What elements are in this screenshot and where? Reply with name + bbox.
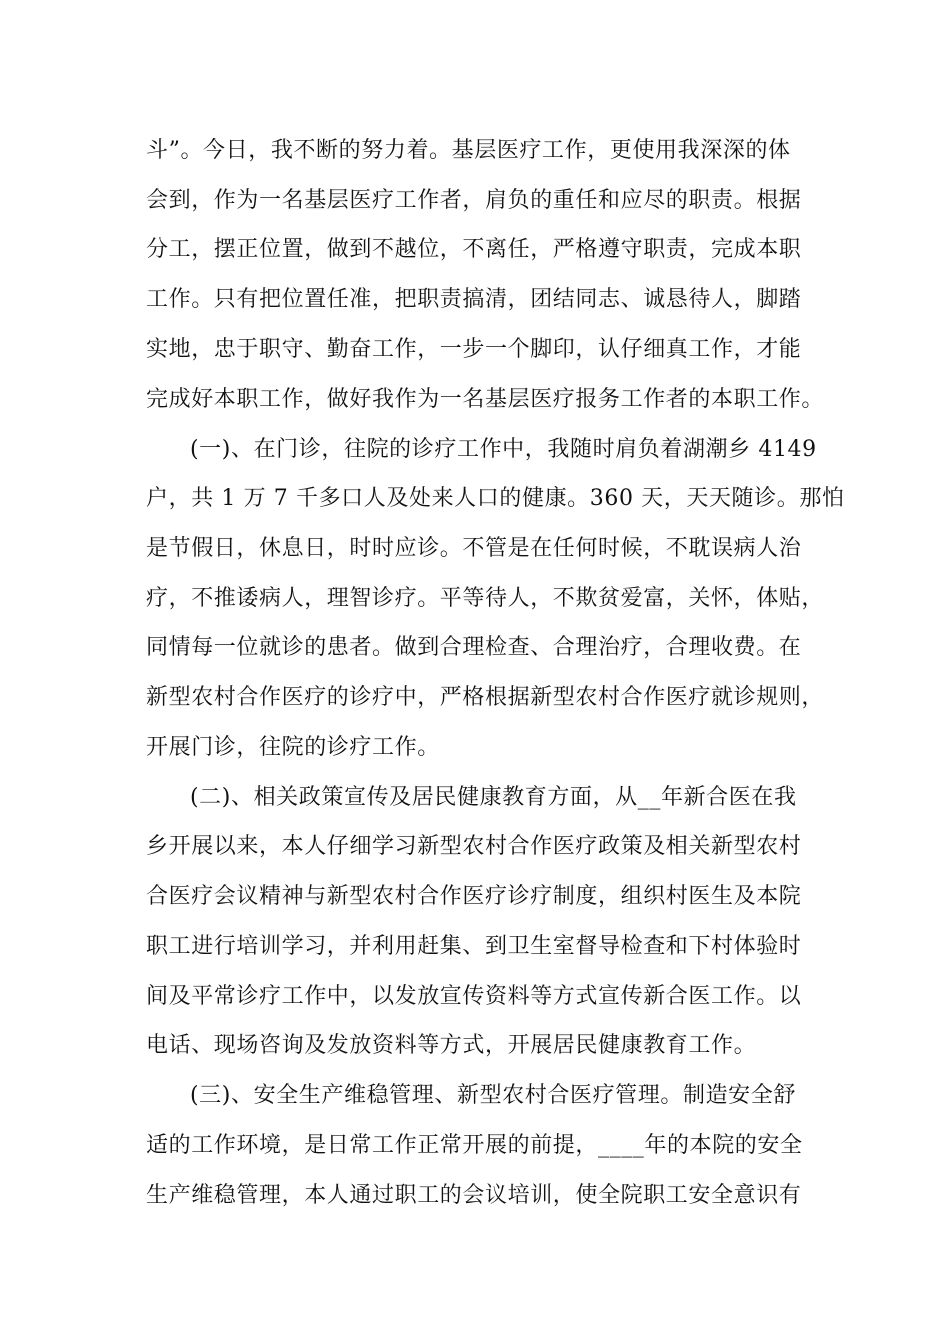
text-line: 开展门诊，往院的诊疗工作。 bbox=[146, 735, 440, 760]
text-line: 会到，作为一名基层医疗工作者，肩负的重任和应尽的职责。根据 bbox=[146, 188, 802, 213]
text-line: 新型农村合作医疗的诊疗中，严格根据新型农村合作医疗就诊规则， bbox=[146, 685, 825, 710]
text-line: 职工进行培训学习，并利用赶集、到卫生室督导检查和下村体验时 bbox=[146, 934, 802, 959]
text-line: 实地，忠于职守、勤奋工作，一步一个脚印，认仔细真工作，才能 bbox=[146, 337, 802, 362]
text-line: 是节假日，休息日，时时应诊。不管是在任何时候，不耽误病人治 bbox=[146, 536, 802, 561]
text-line: 间及平常诊疗工作中，以发放宣传资料等方式宣传新合医工作。以 bbox=[146, 984, 802, 1009]
text-line: 合医疗会议精神与新型农村合作医疗诊疗制度，组织村医生及本院 bbox=[146, 884, 802, 909]
text-line: 斗”。今日，我不断的努力着。基层医疗工作，更使用我深深的体 bbox=[146, 138, 791, 163]
paragraph-start-line: (二)、相关政策宣传及居民健康教育方面，从__年新合医在我 bbox=[190, 785, 797, 810]
paragraph-start-line: (三)、安全生产维稳管理、新型农村合医疗管理。制造安全舒 bbox=[190, 1083, 796, 1108]
text-line: 乡开展以来，本人仔细学习新型农村合作医疗政策及相关新型农村 bbox=[146, 834, 802, 859]
text-line: 疗，不推诿病人，理智诊疗。平等待人，不欺贫爱富，关怀，体贴， bbox=[146, 586, 825, 611]
text-line: 户，共 1 万 7 千多口人及处来人口的健康。360 天，天天随诊。那怕 bbox=[146, 486, 845, 511]
text-line: 完成好本职工作，做好我作为一名基层医疗报务工作者的本职工作。 bbox=[146, 387, 825, 412]
text-line: 电话、现场咨询及发放资料等方式，开展居民健康教育工作。 bbox=[146, 1033, 757, 1058]
paragraph-start-line: (一)、在门诊，往院的诊疗工作中，我随时肩负着湖潮乡 4149 bbox=[190, 437, 817, 462]
text-line: 生产维稳管理，本人通过职工的会议培训，使全院职工安全意识有 bbox=[146, 1183, 802, 1208]
text-line: 分工，摆正位置，做到不越位，不离任，严格遵守职责，完成本职 bbox=[146, 237, 802, 262]
text-line: 适的工作环境，是日常工作正常开展的前提，____年的本院的安全 bbox=[146, 1133, 803, 1158]
text-line: 同情每一位就诊的患者。做到合理检查、合理治疗，合理收费。在 bbox=[146, 635, 802, 660]
text-line: 工作。只有把位置任准，把职责搞清，团结同志、诚恳待人，脚踏 bbox=[146, 287, 802, 312]
